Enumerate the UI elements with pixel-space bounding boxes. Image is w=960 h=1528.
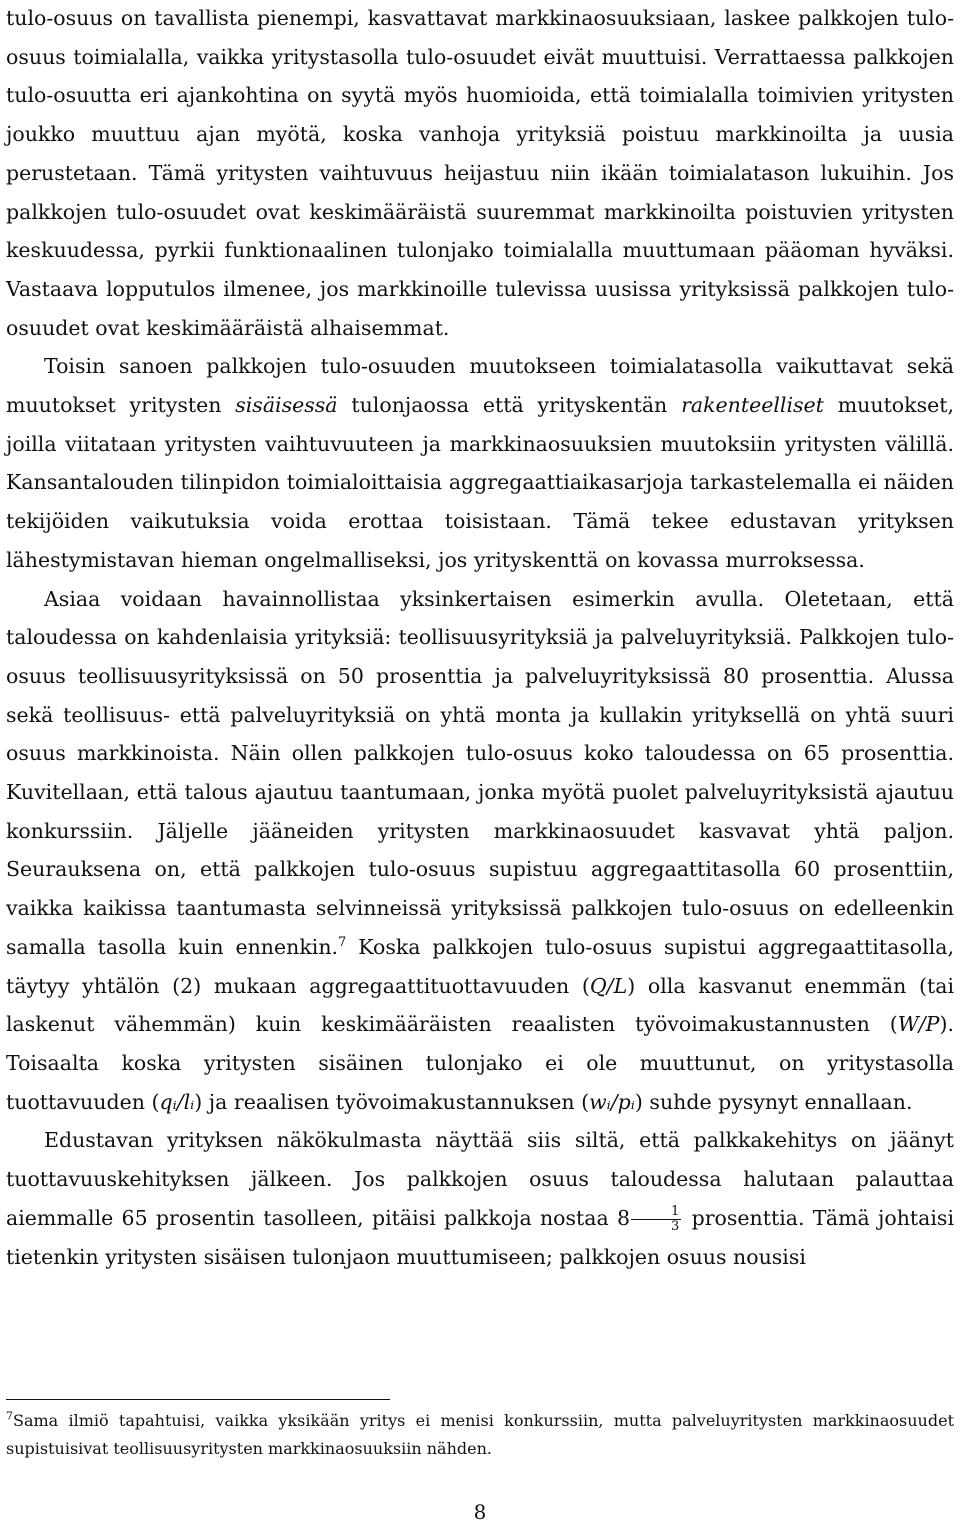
fraction-numerator: 1 xyxy=(631,1205,681,1220)
paragraph-2 xyxy=(6,347,954,579)
footnote-7 xyxy=(6,1407,954,1463)
math-firm-productivity: qᵢ/lᵢ xyxy=(159,1089,195,1114)
footnote-text: Sama ilmiö tapahtuisi, vaikka yksikään yritys ei menisi konkurssiin, mutta palveluyritysten markkinaosuudet supistuisivat teollisuusyritysten markkinaosuuksiin nähden. xyxy=(6,1411,954,1458)
paragraph-2-text-c: muutokset, joilla viitataan yritysten vaihtuvuuteen ja markkinaosuuksien muutoksiin yritysten välillä. Kansantalouden tilinpidon toimialoittaisia aggregaattiaikasarjoja tarkastelemalla ei näiden tekijöiden vaikutuksia voida erottaa toisistaan. Tämä tekee edustavan yrityksen lähestymistavan hieman ongelmalliseksi, jos yrityskenttä on kovassa murroksessa. xyxy=(6,393,954,572)
paragraph-1 xyxy=(6,0,954,347)
paragraph-1-text: tulo-osuus on tavallista pienempi, kasvattavat markkinaosuuksiaan, laskee palkkojen tulo-osuus toimialalla, vaikka yritystasolla tulo-osuudet eivät muuttuisi. Verrattaessa palkkojen tulo-osuutta eri ajankohtina on syytä myös huomioida, että toimialalla toimivien yritysten joukko muuttuu ajan myötä, koska vanhoja yrityksiä poistuu markkinoilta ja uusia perustetaan. Tämä yritysten vaihtuvuus heijastuu niin ikään toimialatason lukuihin. Jos palkkojen tulo-osuudet ovat keskimääräistä suuremmat markkinoilta poistuvien yritysten keskuudessa, pyrkii funktionaalinen tulonjako toimialalla muuttumaan pääoman hyväksi. Vastaava lopputulos ilmenee, jos markkinoille tulevissa uusissa yrityksissä palkkojen tulo-osuudet ovat keskimääräistä alhaisemmat. xyxy=(6,6,954,340)
page-number: 8 xyxy=(473,1500,487,1524)
document-page xyxy=(6,0,954,1528)
paragraph-3-text-e: ) ja reaalisen työvoimakustannuksen ( xyxy=(194,1089,590,1114)
fraction-one-third xyxy=(631,1205,681,1234)
paragraph-4-text-a: Edustavan yrityksen näkökulmasta näyttää siis siltä, että palkkakehitys on jäänyt tuottavuuskehityksen jälkeen. Jos palkkojen osuus taloudessa halutaan palauttaa aiemmalle 65 prosentin tasolleen, pitäisi palkkoja nostaa 8 xyxy=(6,1128,954,1230)
footnote-reference[interactable]: 7 xyxy=(338,935,347,951)
paragraph-3-text-d: ). Toisaalta koska yritysten sisäinen tulonjako ei ole muuttunut, on yritystasolla tuottavuuden ( xyxy=(6,1012,954,1114)
fraction-denominator: 3 xyxy=(671,1218,680,1234)
paragraph-2-text-a: Toisin sanoen palkkojen tulo-osuuden muutokseen toimialatasolla vaikuttavat sekä muutokset yritysten xyxy=(6,354,954,418)
paragraph-3-text-c: ) olla kasvanut enemmän (tai laskenut vähemmän) kuin keskimääräisten reaalisten työvoimakustannusten ( xyxy=(6,973,954,1037)
paragraph-3-text-a: Asiaa voidaan havainnollistaa yksinkertaisen esimerkin avulla. Oletetaan, että taloudessa on kahdenlaisia yrityksiä: teollisuusyrityksiä ja palveluyrityksiä. Palkkojen tulo-osuus teollisuusyrityksissä on 50 prosenttia ja palveluyrityksissä 80 prosenttia. Alussa sekä teollisuus- että palveluyrityksiä on yhtä monta ja kullakin yrityksellä on yhtä suuri osuus markkinoista. Näin ollen palkkojen tulo-osuus koko taloudessa on 65 prosenttia. Kuvitellaan, että talous ajautuu taantumaan, jonka myötä puolet palveluyrityksistä ajautuu konkurssiin. Jäljelle jääneiden yritysten markkinaosuudet kasvavat yhtä paljon. Seurauksena on, että palkkojen tulo-osuus supistuu aggregaattitasolla 60 prosenttiin, vaikka kaikissa taantumasta selvinneissä yrityksissä palkkojen tulo-osuus on edelleenkin samalla tasolla kuin ennenkin. xyxy=(6,586,954,959)
paragraph-4-text-b: prosenttia. Tämä johtaisi tietenkin yritysten sisäisen tulonjaon muuttumiseen; palkkojen osuus nousisi xyxy=(6,1205,955,1269)
math-aggregate-productivity: Q/L xyxy=(589,973,628,998)
paragraph-3-text-f: ) suhde pysynyt ennallaan. xyxy=(634,1089,913,1114)
paragraph-3-text-b: Koska palkkojen tulo-osuus supistui aggregaattitasolla, täytyy yhtälön (2) mukaan aggregaattituottavuuden ( xyxy=(6,934,954,998)
math-firm-labour-cost: wᵢ/pᵢ xyxy=(589,1089,635,1114)
math-real-labour-cost: W/P xyxy=(897,1012,940,1037)
paragraph-2-text-b: tulonjaossa että yrityskentän xyxy=(337,393,682,418)
paragraph-4 xyxy=(6,1121,954,1276)
footnote-mark: 7 xyxy=(6,1409,13,1423)
paragraph-3 xyxy=(6,580,954,1122)
footnote-divider xyxy=(6,1399,390,1400)
emphasis-internal: sisäisessä xyxy=(235,393,338,418)
emphasis-structural: rakenteelliset xyxy=(681,393,824,418)
